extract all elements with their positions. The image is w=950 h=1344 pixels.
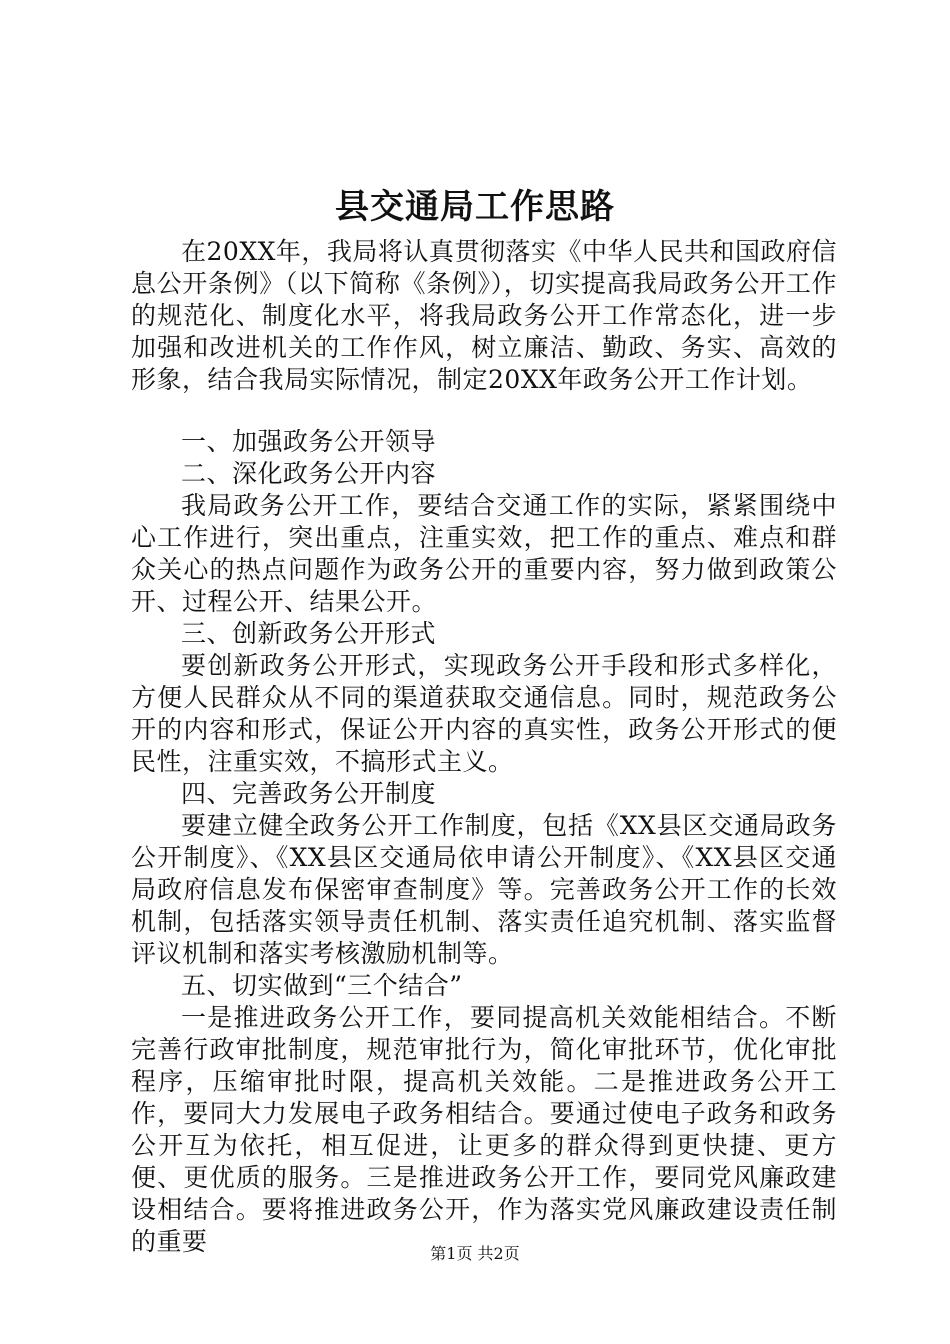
paragraph-spacer bbox=[131, 396, 837, 426]
page-title: 县交通局工作思路 bbox=[335, 187, 615, 227]
section-paragraph: 要创新政务公开形式，实现政务公开手段和形式多样化，方便人民群众从不同的渠道获取交通信息。同时，规范政务公开的内容和形式，保证公开内容的真实性，政务公开形式的便民性，注重实效，不搞形式主义。 bbox=[131, 651, 837, 776]
section-heading: 一、加强政务公开领导 bbox=[181, 427, 437, 456]
document-body bbox=[131, 236, 837, 1258]
page-footer bbox=[0, 1243, 950, 1265]
page-total: 共2页 bbox=[477, 1244, 520, 1263]
section-heading: 五、切实做到“三个结合” bbox=[181, 971, 463, 1000]
section-heading: 四、完善政务公开制度 bbox=[181, 779, 437, 808]
section-heading: 三、创新政务公开形式 bbox=[181, 619, 437, 648]
intro-paragraph: 在20XX年，我局将认真贯彻落实《中华人民共和国政府信息公开条例》（以下简称《条例》），切实提高我局政务公开工作的规范化、制度化水平，将我局政务公开工作常态化，进一步加强和改进机关的工作作风，树立廉洁、勤政、务实、高效的形象，结合我局实际情况，制定20XX年政务公开工作计划。 bbox=[131, 237, 837, 394]
section-paragraph: 我局政务公开工作，要结合交通工作的实际，紧紧围绕中心工作进行，突出重点，注重实效，把工作的重点、难点和群众关心的热点问题作为政务公开的重要内容，努力做到政策公开、过程公开、结果公开。 bbox=[131, 491, 837, 616]
section-paragraph: 一是推进政务公开工作，要同提高机关效能相结合。不断完善行政审批制度，规范审批行为，简化审批环节，优化审批程序，压缩审批时限，提高机关效能。二是推进政务公开工作，要同大力发展电子政务相结合。要通过使电子政务和政务公开互为依托，相互促进，让更多的群众得到更快捷、更方便、更优质的服务。三是推进政务公开工作，要同党风廉政建设相结合。要将推进政务公开，作为落实党风廉政建设责任制的重要 bbox=[131, 1003, 837, 1256]
section-paragraph: 要建立健全政务公开工作制度，包括《XX县区交通局政务公开制度》、《XX县区交通局依申请公开制度》、《XX县区交通局政府信息发布保密审查制度》等。完善政务公开工作的长效机制，包括落实领导责任机制、落实责任追究机制、落实监督评议机制和落实考核激励机制等。 bbox=[131, 811, 837, 968]
page-number: 第1页 bbox=[430, 1244, 473, 1263]
section-heading: 二、深化政务公开内容 bbox=[181, 459, 437, 488]
